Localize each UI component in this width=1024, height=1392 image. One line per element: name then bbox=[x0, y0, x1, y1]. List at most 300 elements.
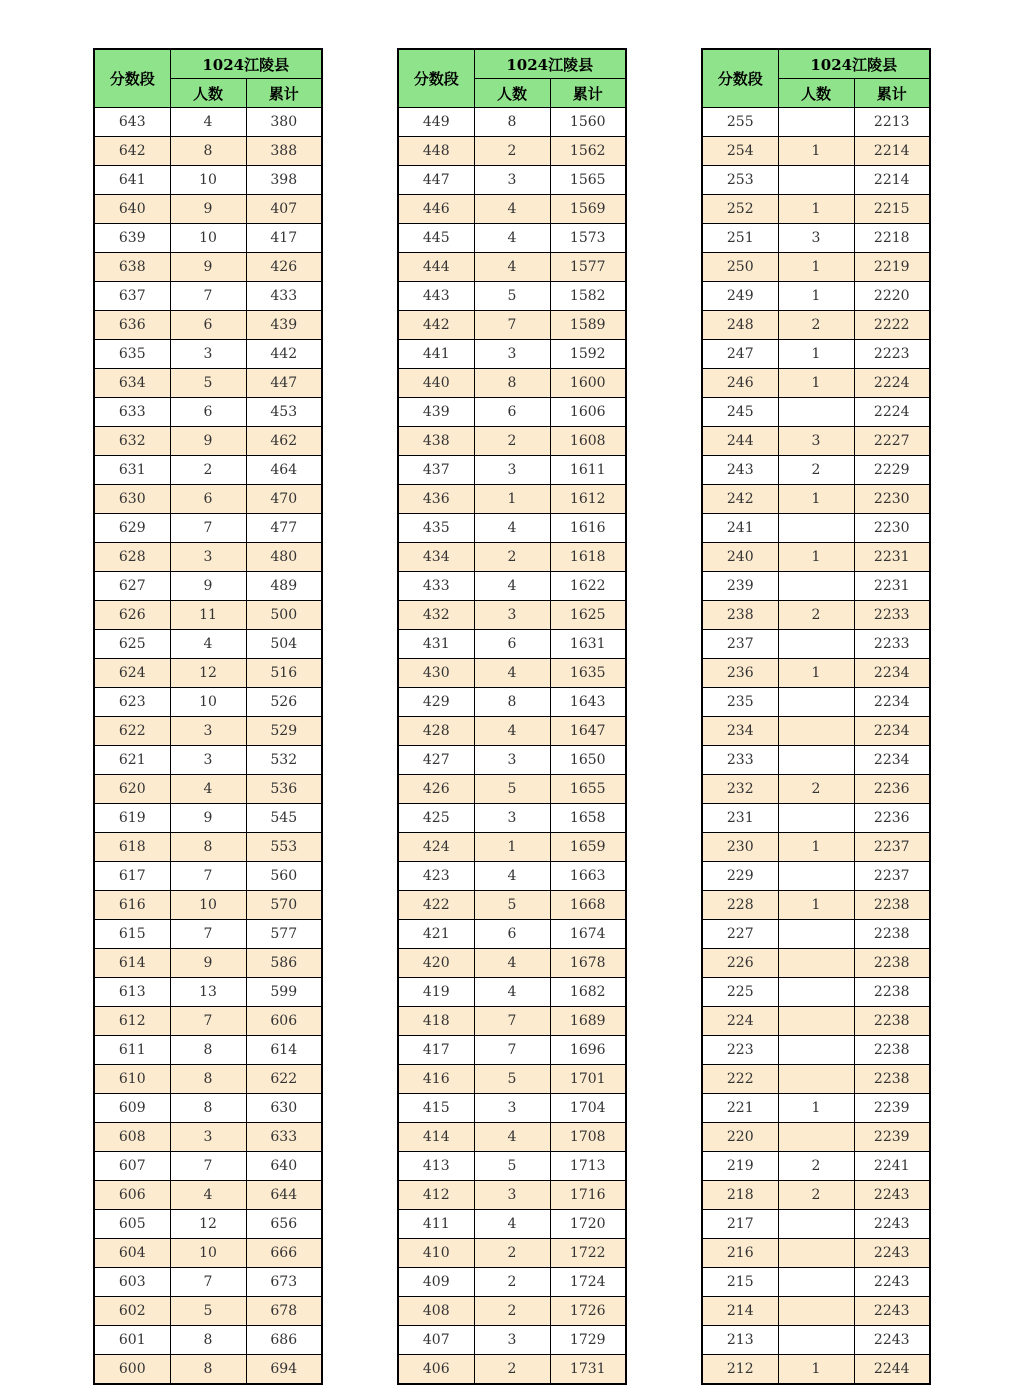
count-cell: 8 bbox=[170, 1355, 246, 1385]
segment-header: 分数段 bbox=[702, 49, 778, 108]
cumulative-cell: 2219 bbox=[854, 253, 930, 282]
count-cell: 4 bbox=[474, 224, 550, 253]
cumulative-cell: 2220 bbox=[854, 282, 930, 311]
cumulative-cell: 2237 bbox=[854, 833, 930, 862]
count-cell: 1 bbox=[474, 485, 550, 514]
table-row bbox=[398, 833, 626, 862]
table-row bbox=[702, 1355, 930, 1385]
count-cell: 6 bbox=[474, 920, 550, 949]
cumulative-cell: 2238 bbox=[854, 920, 930, 949]
score-cell: 216 bbox=[702, 1239, 778, 1268]
score-table-2 bbox=[397, 48, 627, 1385]
score-cell: 420 bbox=[398, 949, 474, 978]
score-cell: 438 bbox=[398, 427, 474, 456]
table-row bbox=[702, 804, 930, 833]
count-cell: 12 bbox=[170, 1210, 246, 1239]
score-cell: 434 bbox=[398, 543, 474, 572]
count-cell bbox=[778, 1326, 854, 1355]
score-cell: 619 bbox=[94, 804, 170, 833]
cumulative-header: 累计 bbox=[246, 79, 322, 108]
count-cell: 9 bbox=[170, 427, 246, 456]
count-cell: 6 bbox=[170, 398, 246, 427]
score-cell: 410 bbox=[398, 1239, 474, 1268]
cumulative-cell: 529 bbox=[246, 717, 322, 746]
count-cell: 3 bbox=[170, 717, 246, 746]
score-cell: 417 bbox=[398, 1036, 474, 1065]
cumulative-cell: 1729 bbox=[550, 1326, 626, 1355]
table-row bbox=[94, 543, 322, 572]
table-row bbox=[702, 717, 930, 746]
table-row bbox=[94, 920, 322, 949]
cumulative-cell: 2238 bbox=[854, 949, 930, 978]
score-cell: 243 bbox=[702, 456, 778, 485]
cumulative-cell: 1650 bbox=[550, 746, 626, 775]
count-cell bbox=[778, 862, 854, 891]
cumulative-cell: 1643 bbox=[550, 688, 626, 717]
count-cell: 6 bbox=[474, 630, 550, 659]
score-cell: 444 bbox=[398, 253, 474, 282]
cumulative-cell: 2223 bbox=[854, 340, 930, 369]
cumulative-cell: 656 bbox=[246, 1210, 322, 1239]
count-cell: 2 bbox=[778, 1152, 854, 1181]
score-cell: 254 bbox=[702, 137, 778, 166]
table-row bbox=[702, 398, 930, 427]
count-cell: 3 bbox=[170, 1123, 246, 1152]
table-row bbox=[94, 949, 322, 978]
count-header: 人数 bbox=[778, 79, 854, 108]
score-cell: 440 bbox=[398, 369, 474, 398]
score-cell: 223 bbox=[702, 1036, 778, 1065]
table-row bbox=[398, 253, 626, 282]
table-row bbox=[94, 1326, 322, 1355]
score-cell: 624 bbox=[94, 659, 170, 688]
cumulative-cell: 1565 bbox=[550, 166, 626, 195]
table-row bbox=[398, 572, 626, 601]
count-cell: 1 bbox=[778, 369, 854, 398]
score-cell: 445 bbox=[398, 224, 474, 253]
count-cell: 3 bbox=[474, 166, 550, 195]
table-row bbox=[398, 1239, 626, 1268]
count-cell: 2 bbox=[778, 601, 854, 630]
score-cell: 601 bbox=[94, 1326, 170, 1355]
count-cell: 8 bbox=[474, 369, 550, 398]
score-cell: 236 bbox=[702, 659, 778, 688]
count-header: 人数 bbox=[170, 79, 246, 108]
cumulative-header: 累计 bbox=[854, 79, 930, 108]
count-cell: 3 bbox=[474, 601, 550, 630]
table-row bbox=[398, 1123, 626, 1152]
score-cell: 633 bbox=[94, 398, 170, 427]
score-cell: 423 bbox=[398, 862, 474, 891]
score-cell: 622 bbox=[94, 717, 170, 746]
table-row bbox=[702, 369, 930, 398]
count-cell: 1 bbox=[778, 1355, 854, 1385]
table-row bbox=[94, 311, 322, 340]
score-cell: 600 bbox=[94, 1355, 170, 1385]
table-row bbox=[702, 572, 930, 601]
cumulative-cell: 599 bbox=[246, 978, 322, 1007]
score-cell: 632 bbox=[94, 427, 170, 456]
score-cell: 639 bbox=[94, 224, 170, 253]
cumulative-cell: 1713 bbox=[550, 1152, 626, 1181]
table-row bbox=[702, 1123, 930, 1152]
count-cell: 7 bbox=[170, 1007, 246, 1036]
count-cell bbox=[778, 398, 854, 427]
score-cell: 623 bbox=[94, 688, 170, 717]
table-row bbox=[702, 456, 930, 485]
table-row bbox=[94, 137, 322, 166]
count-cell: 9 bbox=[170, 253, 246, 282]
score-cell: 247 bbox=[702, 340, 778, 369]
table-row bbox=[94, 369, 322, 398]
count-cell: 4 bbox=[474, 717, 550, 746]
cumulative-cell: 2234 bbox=[854, 717, 930, 746]
table-row bbox=[398, 514, 626, 543]
count-cell: 8 bbox=[170, 1326, 246, 1355]
table-row bbox=[94, 1210, 322, 1239]
score-cell: 612 bbox=[94, 1007, 170, 1036]
score-cell: 427 bbox=[398, 746, 474, 775]
table-row bbox=[702, 1036, 930, 1065]
table-row bbox=[398, 398, 626, 427]
count-cell: 3 bbox=[170, 340, 246, 369]
cumulative-cell: 388 bbox=[246, 137, 322, 166]
table-row bbox=[702, 862, 930, 891]
score-cell: 244 bbox=[702, 427, 778, 456]
table-row bbox=[702, 746, 930, 775]
table-row bbox=[398, 688, 626, 717]
count-cell: 6 bbox=[170, 311, 246, 340]
count-cell: 1 bbox=[778, 253, 854, 282]
score-cell: 642 bbox=[94, 137, 170, 166]
score-cell: 241 bbox=[702, 514, 778, 543]
count-cell: 5 bbox=[474, 1152, 550, 1181]
cumulative-cell: 2239 bbox=[854, 1123, 930, 1152]
count-cell: 4 bbox=[170, 1181, 246, 1210]
score-cell: 443 bbox=[398, 282, 474, 311]
count-cell: 4 bbox=[474, 949, 550, 978]
table-row bbox=[398, 543, 626, 572]
score-cell: 643 bbox=[94, 108, 170, 137]
count-cell: 4 bbox=[474, 195, 550, 224]
table-row bbox=[398, 1007, 626, 1036]
table-row bbox=[702, 311, 930, 340]
cumulative-cell: 2238 bbox=[854, 1065, 930, 1094]
table-row bbox=[94, 659, 322, 688]
cumulative-cell: 2231 bbox=[854, 572, 930, 601]
table-row bbox=[398, 1210, 626, 1239]
count-cell bbox=[778, 1065, 854, 1094]
count-cell: 1 bbox=[778, 137, 854, 166]
cumulative-cell: 500 bbox=[246, 601, 322, 630]
cumulative-cell: 1582 bbox=[550, 282, 626, 311]
cumulative-cell: 2243 bbox=[854, 1181, 930, 1210]
cumulative-cell: 2244 bbox=[854, 1355, 930, 1385]
cumulative-cell: 2243 bbox=[854, 1268, 930, 1297]
table-row bbox=[94, 427, 322, 456]
score-cell: 422 bbox=[398, 891, 474, 920]
count-cell: 2 bbox=[474, 543, 550, 572]
table-row bbox=[398, 311, 626, 340]
table-row bbox=[94, 456, 322, 485]
count-cell: 1 bbox=[778, 282, 854, 311]
table-row bbox=[702, 978, 930, 1007]
count-cell: 2 bbox=[778, 456, 854, 485]
count-cell: 12 bbox=[170, 659, 246, 688]
count-cell bbox=[778, 1123, 854, 1152]
table-row bbox=[94, 1181, 322, 1210]
score-cell: 408 bbox=[398, 1297, 474, 1326]
cumulative-cell: 532 bbox=[246, 746, 322, 775]
score-cell: 435 bbox=[398, 514, 474, 543]
score-cell: 629 bbox=[94, 514, 170, 543]
score-cell: 606 bbox=[94, 1181, 170, 1210]
score-cell: 621 bbox=[94, 746, 170, 775]
table-row bbox=[94, 1007, 322, 1036]
cumulative-cell: 1726 bbox=[550, 1297, 626, 1326]
score-cell: 414 bbox=[398, 1123, 474, 1152]
count-cell: 1 bbox=[778, 833, 854, 862]
table-row bbox=[94, 775, 322, 804]
table-row bbox=[702, 340, 930, 369]
table-row bbox=[398, 1094, 626, 1123]
cumulative-cell: 2215 bbox=[854, 195, 930, 224]
score-cell: 610 bbox=[94, 1065, 170, 1094]
score-cell: 253 bbox=[702, 166, 778, 195]
count-cell: 7 bbox=[474, 1036, 550, 1065]
table-row bbox=[702, 1239, 930, 1268]
score-cell: 626 bbox=[94, 601, 170, 630]
count-cell: 1 bbox=[778, 543, 854, 572]
cumulative-cell: 526 bbox=[246, 688, 322, 717]
count-cell: 7 bbox=[170, 514, 246, 543]
cumulative-cell: 1625 bbox=[550, 601, 626, 630]
score-cell: 615 bbox=[94, 920, 170, 949]
count-cell: 5 bbox=[474, 775, 550, 804]
score-cell: 640 bbox=[94, 195, 170, 224]
table-row bbox=[94, 253, 322, 282]
score-cell: 614 bbox=[94, 949, 170, 978]
score-cell: 637 bbox=[94, 282, 170, 311]
score-cell: 245 bbox=[702, 398, 778, 427]
table-row bbox=[398, 427, 626, 456]
cumulative-cell: 439 bbox=[246, 311, 322, 340]
score-cell: 426 bbox=[398, 775, 474, 804]
table-row bbox=[94, 717, 322, 746]
cumulative-cell: 477 bbox=[246, 514, 322, 543]
table-row bbox=[94, 485, 322, 514]
score-cell: 213 bbox=[702, 1326, 778, 1355]
score-cell: 238 bbox=[702, 601, 778, 630]
table-row bbox=[398, 746, 626, 775]
cumulative-cell: 426 bbox=[246, 253, 322, 282]
count-cell: 9 bbox=[170, 949, 246, 978]
score-cell: 446 bbox=[398, 195, 474, 224]
count-cell: 7 bbox=[474, 1007, 550, 1036]
score-cell: 627 bbox=[94, 572, 170, 601]
cumulative-cell: 1560 bbox=[550, 108, 626, 137]
count-cell: 7 bbox=[474, 311, 550, 340]
table-row bbox=[94, 746, 322, 775]
cumulative-cell: 470 bbox=[246, 485, 322, 514]
count-cell: 4 bbox=[474, 572, 550, 601]
cumulative-cell: 2230 bbox=[854, 485, 930, 514]
table-row bbox=[94, 630, 322, 659]
score-table-3 bbox=[701, 48, 931, 1385]
cumulative-cell: 1731 bbox=[550, 1355, 626, 1385]
table-row bbox=[94, 1065, 322, 1094]
count-cell: 9 bbox=[170, 572, 246, 601]
cumulative-cell: 2238 bbox=[854, 891, 930, 920]
score-cell: 631 bbox=[94, 456, 170, 485]
score-cell: 215 bbox=[702, 1268, 778, 1297]
count-cell bbox=[778, 1268, 854, 1297]
cumulative-cell: 504 bbox=[246, 630, 322, 659]
score-cell: 419 bbox=[398, 978, 474, 1007]
count-cell bbox=[778, 746, 854, 775]
table-row bbox=[702, 1094, 930, 1123]
count-cell: 2 bbox=[474, 1355, 550, 1385]
count-cell: 8 bbox=[474, 688, 550, 717]
cumulative-cell: 1701 bbox=[550, 1065, 626, 1094]
table-row bbox=[702, 1181, 930, 1210]
score-cell: 641 bbox=[94, 166, 170, 195]
score-cell: 638 bbox=[94, 253, 170, 282]
cumulative-cell: 1608 bbox=[550, 427, 626, 456]
count-cell: 1 bbox=[778, 485, 854, 514]
count-cell: 2 bbox=[474, 1239, 550, 1268]
cumulative-cell: 1668 bbox=[550, 891, 626, 920]
cumulative-cell: 2227 bbox=[854, 427, 930, 456]
count-cell: 3 bbox=[474, 1181, 550, 1210]
score-cell: 418 bbox=[398, 1007, 474, 1036]
score-cell: 230 bbox=[702, 833, 778, 862]
count-cell: 2 bbox=[778, 1181, 854, 1210]
count-cell: 2 bbox=[170, 456, 246, 485]
table-row bbox=[702, 224, 930, 253]
score-cell: 240 bbox=[702, 543, 778, 572]
count-cell: 5 bbox=[474, 891, 550, 920]
table-row bbox=[398, 1355, 626, 1385]
count-cell: 4 bbox=[474, 253, 550, 282]
score-cell: 636 bbox=[94, 311, 170, 340]
table-row bbox=[702, 1297, 930, 1326]
count-cell bbox=[778, 572, 854, 601]
score-cell: 618 bbox=[94, 833, 170, 862]
score-cell: 228 bbox=[702, 891, 778, 920]
table-row bbox=[398, 1065, 626, 1094]
score-cell: 218 bbox=[702, 1181, 778, 1210]
score-cell: 416 bbox=[398, 1065, 474, 1094]
count-cell: 3 bbox=[474, 746, 550, 775]
table-row bbox=[702, 253, 930, 282]
count-cell: 3 bbox=[474, 1326, 550, 1355]
score-cell: 424 bbox=[398, 833, 474, 862]
cumulative-cell: 570 bbox=[246, 891, 322, 920]
score-cell: 406 bbox=[398, 1355, 474, 1385]
cumulative-cell: 666 bbox=[246, 1239, 322, 1268]
score-cell: 231 bbox=[702, 804, 778, 833]
count-cell: 3 bbox=[778, 427, 854, 456]
table-row bbox=[702, 282, 930, 311]
table-row bbox=[94, 282, 322, 311]
cumulative-cell: 2243 bbox=[854, 1326, 930, 1355]
cumulative-cell: 1655 bbox=[550, 775, 626, 804]
cumulative-cell: 2239 bbox=[854, 1094, 930, 1123]
county-header: 1024江陵县 bbox=[474, 49, 626, 79]
score-cell: 608 bbox=[94, 1123, 170, 1152]
table-row bbox=[702, 949, 930, 978]
cumulative-cell: 433 bbox=[246, 282, 322, 311]
cumulative-cell: 2214 bbox=[854, 137, 930, 166]
score-cell: 630 bbox=[94, 485, 170, 514]
table-row bbox=[702, 1268, 930, 1297]
table-row bbox=[94, 601, 322, 630]
table-row bbox=[398, 659, 626, 688]
score-cell: 442 bbox=[398, 311, 474, 340]
count-cell: 7 bbox=[170, 920, 246, 949]
score-cell: 625 bbox=[94, 630, 170, 659]
cumulative-cell: 2231 bbox=[854, 543, 930, 572]
cumulative-cell: 1704 bbox=[550, 1094, 626, 1123]
count-cell: 2 bbox=[474, 1268, 550, 1297]
table-row bbox=[398, 804, 626, 833]
count-cell: 4 bbox=[170, 108, 246, 137]
score-table-1 bbox=[93, 48, 323, 1385]
cumulative-cell: 640 bbox=[246, 1152, 322, 1181]
cumulative-cell: 2238 bbox=[854, 1007, 930, 1036]
cumulative-cell: 2234 bbox=[854, 659, 930, 688]
count-cell: 8 bbox=[170, 833, 246, 862]
cumulative-cell: 2233 bbox=[854, 630, 930, 659]
table-row bbox=[398, 485, 626, 514]
table-row bbox=[398, 224, 626, 253]
table-row bbox=[702, 485, 930, 514]
cumulative-cell: 2243 bbox=[854, 1297, 930, 1326]
cumulative-cell: 2224 bbox=[854, 398, 930, 427]
count-cell: 4 bbox=[474, 1123, 550, 1152]
table-row bbox=[94, 195, 322, 224]
score-cell: 428 bbox=[398, 717, 474, 746]
cumulative-cell: 2234 bbox=[854, 746, 930, 775]
cumulative-cell: 462 bbox=[246, 427, 322, 456]
table-row bbox=[94, 166, 322, 195]
table-row bbox=[702, 427, 930, 456]
table-row bbox=[94, 688, 322, 717]
table-row bbox=[398, 195, 626, 224]
cumulative-cell: 380 bbox=[246, 108, 322, 137]
table-row bbox=[702, 514, 930, 543]
cumulative-cell: 2214 bbox=[854, 166, 930, 195]
count-cell: 1 bbox=[474, 833, 550, 862]
table-row bbox=[398, 862, 626, 891]
table-row bbox=[94, 514, 322, 543]
score-cell: 246 bbox=[702, 369, 778, 398]
cumulative-cell: 489 bbox=[246, 572, 322, 601]
cumulative-cell: 442 bbox=[246, 340, 322, 369]
count-cell bbox=[778, 1007, 854, 1036]
score-cell: 212 bbox=[702, 1355, 778, 1385]
count-cell: 1 bbox=[778, 891, 854, 920]
score-cell: 235 bbox=[702, 688, 778, 717]
count-cell: 3 bbox=[474, 456, 550, 485]
score-cell: 224 bbox=[702, 1007, 778, 1036]
table-row bbox=[94, 891, 322, 920]
table-row bbox=[94, 804, 322, 833]
cumulative-cell: 545 bbox=[246, 804, 322, 833]
count-cell bbox=[778, 166, 854, 195]
table-row bbox=[398, 1181, 626, 1210]
